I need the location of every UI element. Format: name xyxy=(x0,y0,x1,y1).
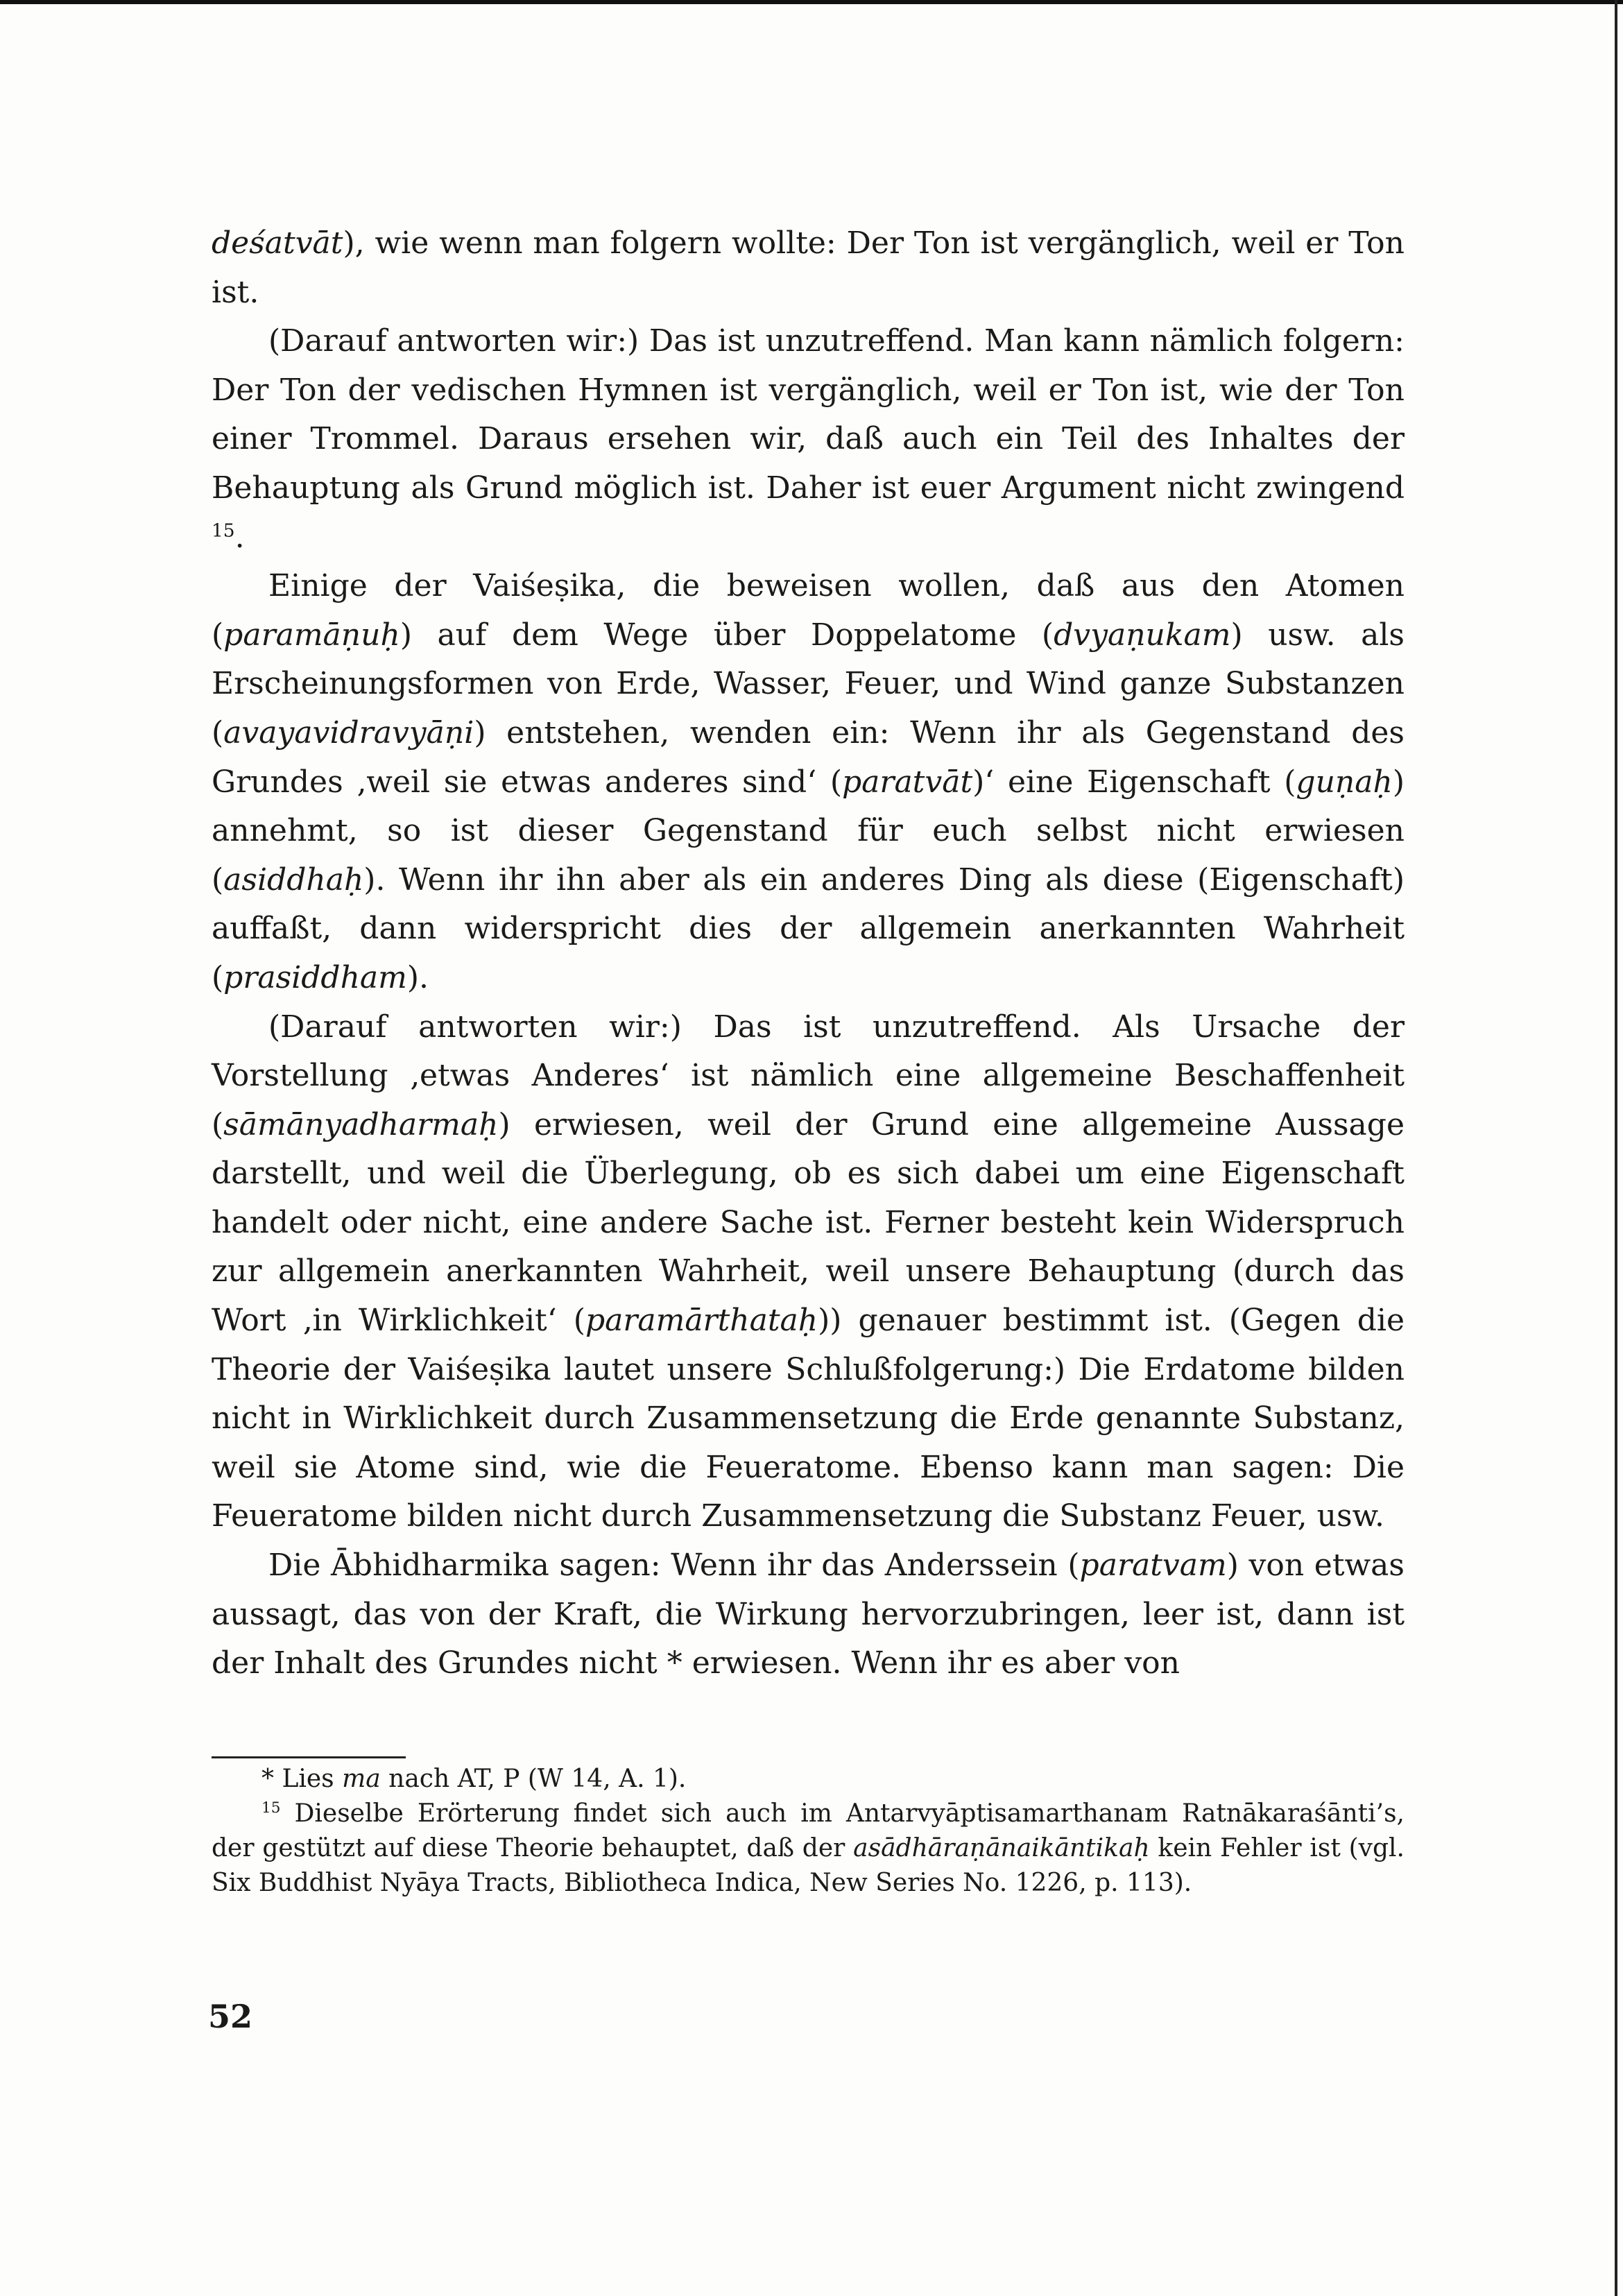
italic-term: asiddhaḥ xyxy=(223,862,364,898)
italic-term: sāmānyadharmaḥ xyxy=(223,1106,499,1142)
italic-term: paratvāt xyxy=(842,764,973,800)
text-run: ). xyxy=(406,959,429,995)
page-number: 52 xyxy=(208,1998,253,2035)
text-run: ) von etwas aussagt, das von der Kraft, die Wirkung hervorzubringen, leer ist, dann ist der Inhalt des Grundes nicht * erwiesen. Wenn ihr es aber von xyxy=(212,1548,1405,1681)
text-run: kein Fehler ist (vgl. Six Buddhist Nyāya Tracts, Bibliotheca Indica, New Series No. 1226, p. 113). xyxy=(212,1834,1405,1897)
paragraph-1 xyxy=(212,219,1405,317)
text-run: ) annehmt, so ist dieser Gegenstand für euch selbst nicht erwiesen ( xyxy=(212,764,1405,898)
footnote-15 xyxy=(212,1797,1405,1901)
text-run: (Darauf antworten wir:) Das ist unzutreffend. Als Ursache der Vorstellung ‚etwas Anderes‘ ist nämlich eine allgemeine Beschaffenheit ( xyxy=(212,1009,1405,1142)
italic-term: deśatvāt xyxy=(212,225,343,261)
italic-term: paratvam xyxy=(1079,1548,1227,1584)
text-run: Dieselbe Erörterung findet sich auch im Antarvyāptisamarthanam Ratnākaraśānti’s, der gestützt auf diese Theorie behauptet, daß der xyxy=(212,1799,1405,1862)
italic-term: avayavidravyāṇi xyxy=(223,714,474,751)
text-run: . xyxy=(234,519,245,555)
footnote-ref: 15 xyxy=(212,519,235,541)
text-run: ) auf dem Wege über Doppelatome ( xyxy=(400,617,1054,653)
footnote-star xyxy=(212,1762,1405,1797)
text-run: * Lies xyxy=(261,1765,343,1793)
text-run: nach AT, P (W 14, A. 1). xyxy=(380,1765,687,1793)
paragraph-5 xyxy=(212,1541,1405,1688)
right-border-line xyxy=(1615,0,1617,2296)
text-run: (Darauf antworten wir:) Das ist unzutreffend. Man kann nämlich folgern: Der Ton der vedischen Hymnen ist vergänglich, weil er Ton ist, wie der Ton einer Trommel. Daraus ersehen wir, daß auch ein Teil des Inhaltes der Behauptung als Grund möglich ist. Daher ist euer Argument nicht zwingend xyxy=(212,323,1405,506)
paragraph-4 xyxy=(212,1003,1405,1542)
text-run: ) usw. als Erscheinungsformen von Erde, Wasser, Feuer, und Wind ganze Substanzen ( xyxy=(212,617,1405,751)
text-run: ) entstehen, wenden ein: Wenn ihr als Gegenstand des Grundes ‚weil sie etwas anderes sind‘ ( xyxy=(212,714,1405,800)
text-run: ). Wenn ihr ihn aber als ein anderes Ding als diese (Eigenschaft) auffaßt, dann widerspricht dies der allgemein anerkannten Wahrheit ( xyxy=(212,862,1405,995)
footnote-ref: 15 xyxy=(261,1799,281,1817)
italic-term: ma xyxy=(342,1765,381,1793)
text-run: ) erwiesen, weil der Grund eine allgemeine Aussage darstellt, und weil die Überlegung, ob es sich dabei um eine Eigenschaft handelt oder nicht, eine andere Sache ist. Ferner besteht kein Widerspruch zur allgemein anerkannten Wahrheit, weil unsere Behauptung (durch das Wort ‚in Wirklichkeit‘ ( xyxy=(212,1106,1405,1339)
text-run: )‘ eine Eigenschaft ( xyxy=(972,764,1296,800)
text-run: ), wie wenn man folgern wollte: Der Ton ist vergänglich, weil er Ton ist. xyxy=(212,225,1405,310)
paragraph-3 xyxy=(212,562,1405,1002)
italic-term: paramāṇuḥ xyxy=(223,617,400,653)
text-run: )) genauer bestimmt ist. (Gegen die Theorie der Vaiśeṣika lautet unsere Schlußfolgerung:) Die Erdatome bilden nicht in Wirklichkeit durch Zusammensetzung die Erde genannte Substanz, weil sie Atome sind, wie die Feueratome. Ebenso kann man sagen: Die Feueratome bilden nicht durch Zusammensetzung die Substanz Feuer, usw. xyxy=(212,1303,1405,1534)
main-text xyxy=(212,219,1405,1688)
text-run: Die Ābhidharmika sagen: Wenn ihr das Anderssein ( xyxy=(268,1548,1080,1584)
italic-term: asādhāraṇānaikāntikaḥ xyxy=(853,1834,1150,1862)
italic-term: prasiddham xyxy=(223,959,407,995)
footnotes xyxy=(212,1762,1405,1901)
italic-term: guṇaḥ xyxy=(1296,764,1393,800)
top-border-line xyxy=(0,0,1623,4)
paragraph-2 xyxy=(212,317,1405,562)
italic-term: dvyaṇukam xyxy=(1054,617,1231,653)
footnote-separator xyxy=(212,1756,406,1758)
italic-term: paramārthataḥ xyxy=(585,1303,818,1339)
text-run: Einige der Vaiśeṣika, die beweisen wollen, daß aus den Atomen ( xyxy=(212,568,1405,653)
